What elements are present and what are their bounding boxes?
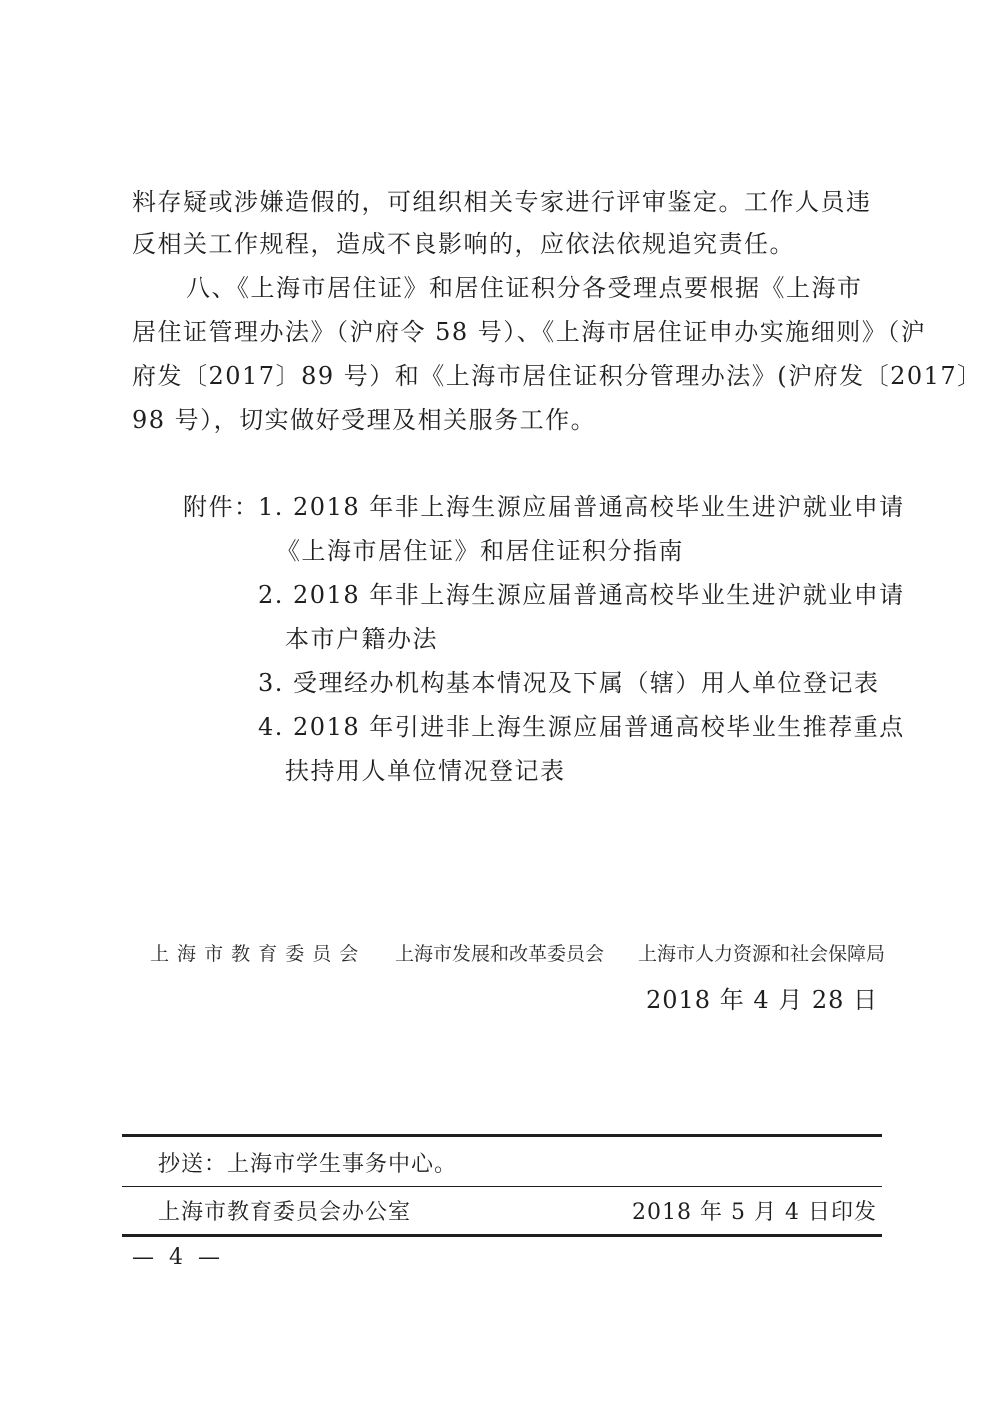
- attachment-item-2-line2: 本市户籍办法: [285, 625, 438, 653]
- cc-recipients: 抄送：上海市学生事务中心。: [158, 1152, 458, 1177]
- signature-org-hr: 上海市人力资源和社会保障局: [638, 943, 886, 965]
- attachment-item-4-line1: 4. 2018 年引进非上海生源应届普通高校毕业生推荐重点: [258, 713, 905, 741]
- footer-bottom-rule: [122, 1234, 882, 1237]
- attachment-item-3-line1: 3. 受理经办机构基本情况及下属（辖）用人单位登记表: [258, 669, 880, 697]
- paragraph-line: 反相关工作规程，造成不良影响的，应依法依规追究责任。: [132, 230, 795, 258]
- attachment-item-1-line2: 《上海市居住证》和居住证积分指南: [276, 537, 684, 565]
- signature-org-development: 上海市发展和改革委员会: [395, 943, 605, 965]
- attachments-label: 附件：: [183, 493, 260, 521]
- signature-date: 2018 年 4 月 28 日: [646, 986, 879, 1014]
- paragraph-line: 料存疑或涉嫌造假的，可组织相关专家进行评审鉴定。工作人员违: [132, 188, 872, 216]
- page-number: — 4 —: [132, 1245, 224, 1270]
- paragraph-line: 98 号），切实做好受理及相关服务工作。: [132, 406, 597, 434]
- issuing-office: 上海市教育委员会办公室: [158, 1200, 412, 1225]
- issue-date: 2018 年 5 月 4 日印发: [632, 1200, 877, 1225]
- footer-middle-rule: [122, 1186, 882, 1187]
- attachment-item-4-line2: 扶持用人单位情况登记表: [285, 757, 566, 785]
- attachment-item-1-line1: 1. 2018 年非上海生源应届普通高校毕业生进沪就业申请: [258, 493, 905, 521]
- paragraph-line: 八、《上海市居住证》和居住证积分各受理点要根据《上海市: [186, 274, 863, 302]
- attachment-item-2-line1: 2. 2018 年非上海生源应届普通高校毕业生进沪就业申请: [258, 581, 905, 609]
- paragraph-line: 府发〔2017〕89 号）和《上海市居住证积分管理办法》(沪府发〔2017〕: [132, 362, 983, 390]
- footer-top-rule: [122, 1134, 882, 1137]
- signature-org-education: 上 海 市 教 育 委 员 会: [150, 943, 360, 965]
- paragraph-line: 居住证管理办法》（沪府令 58 号）、《上海市居住证申办实施细则》（沪: [132, 318, 927, 346]
